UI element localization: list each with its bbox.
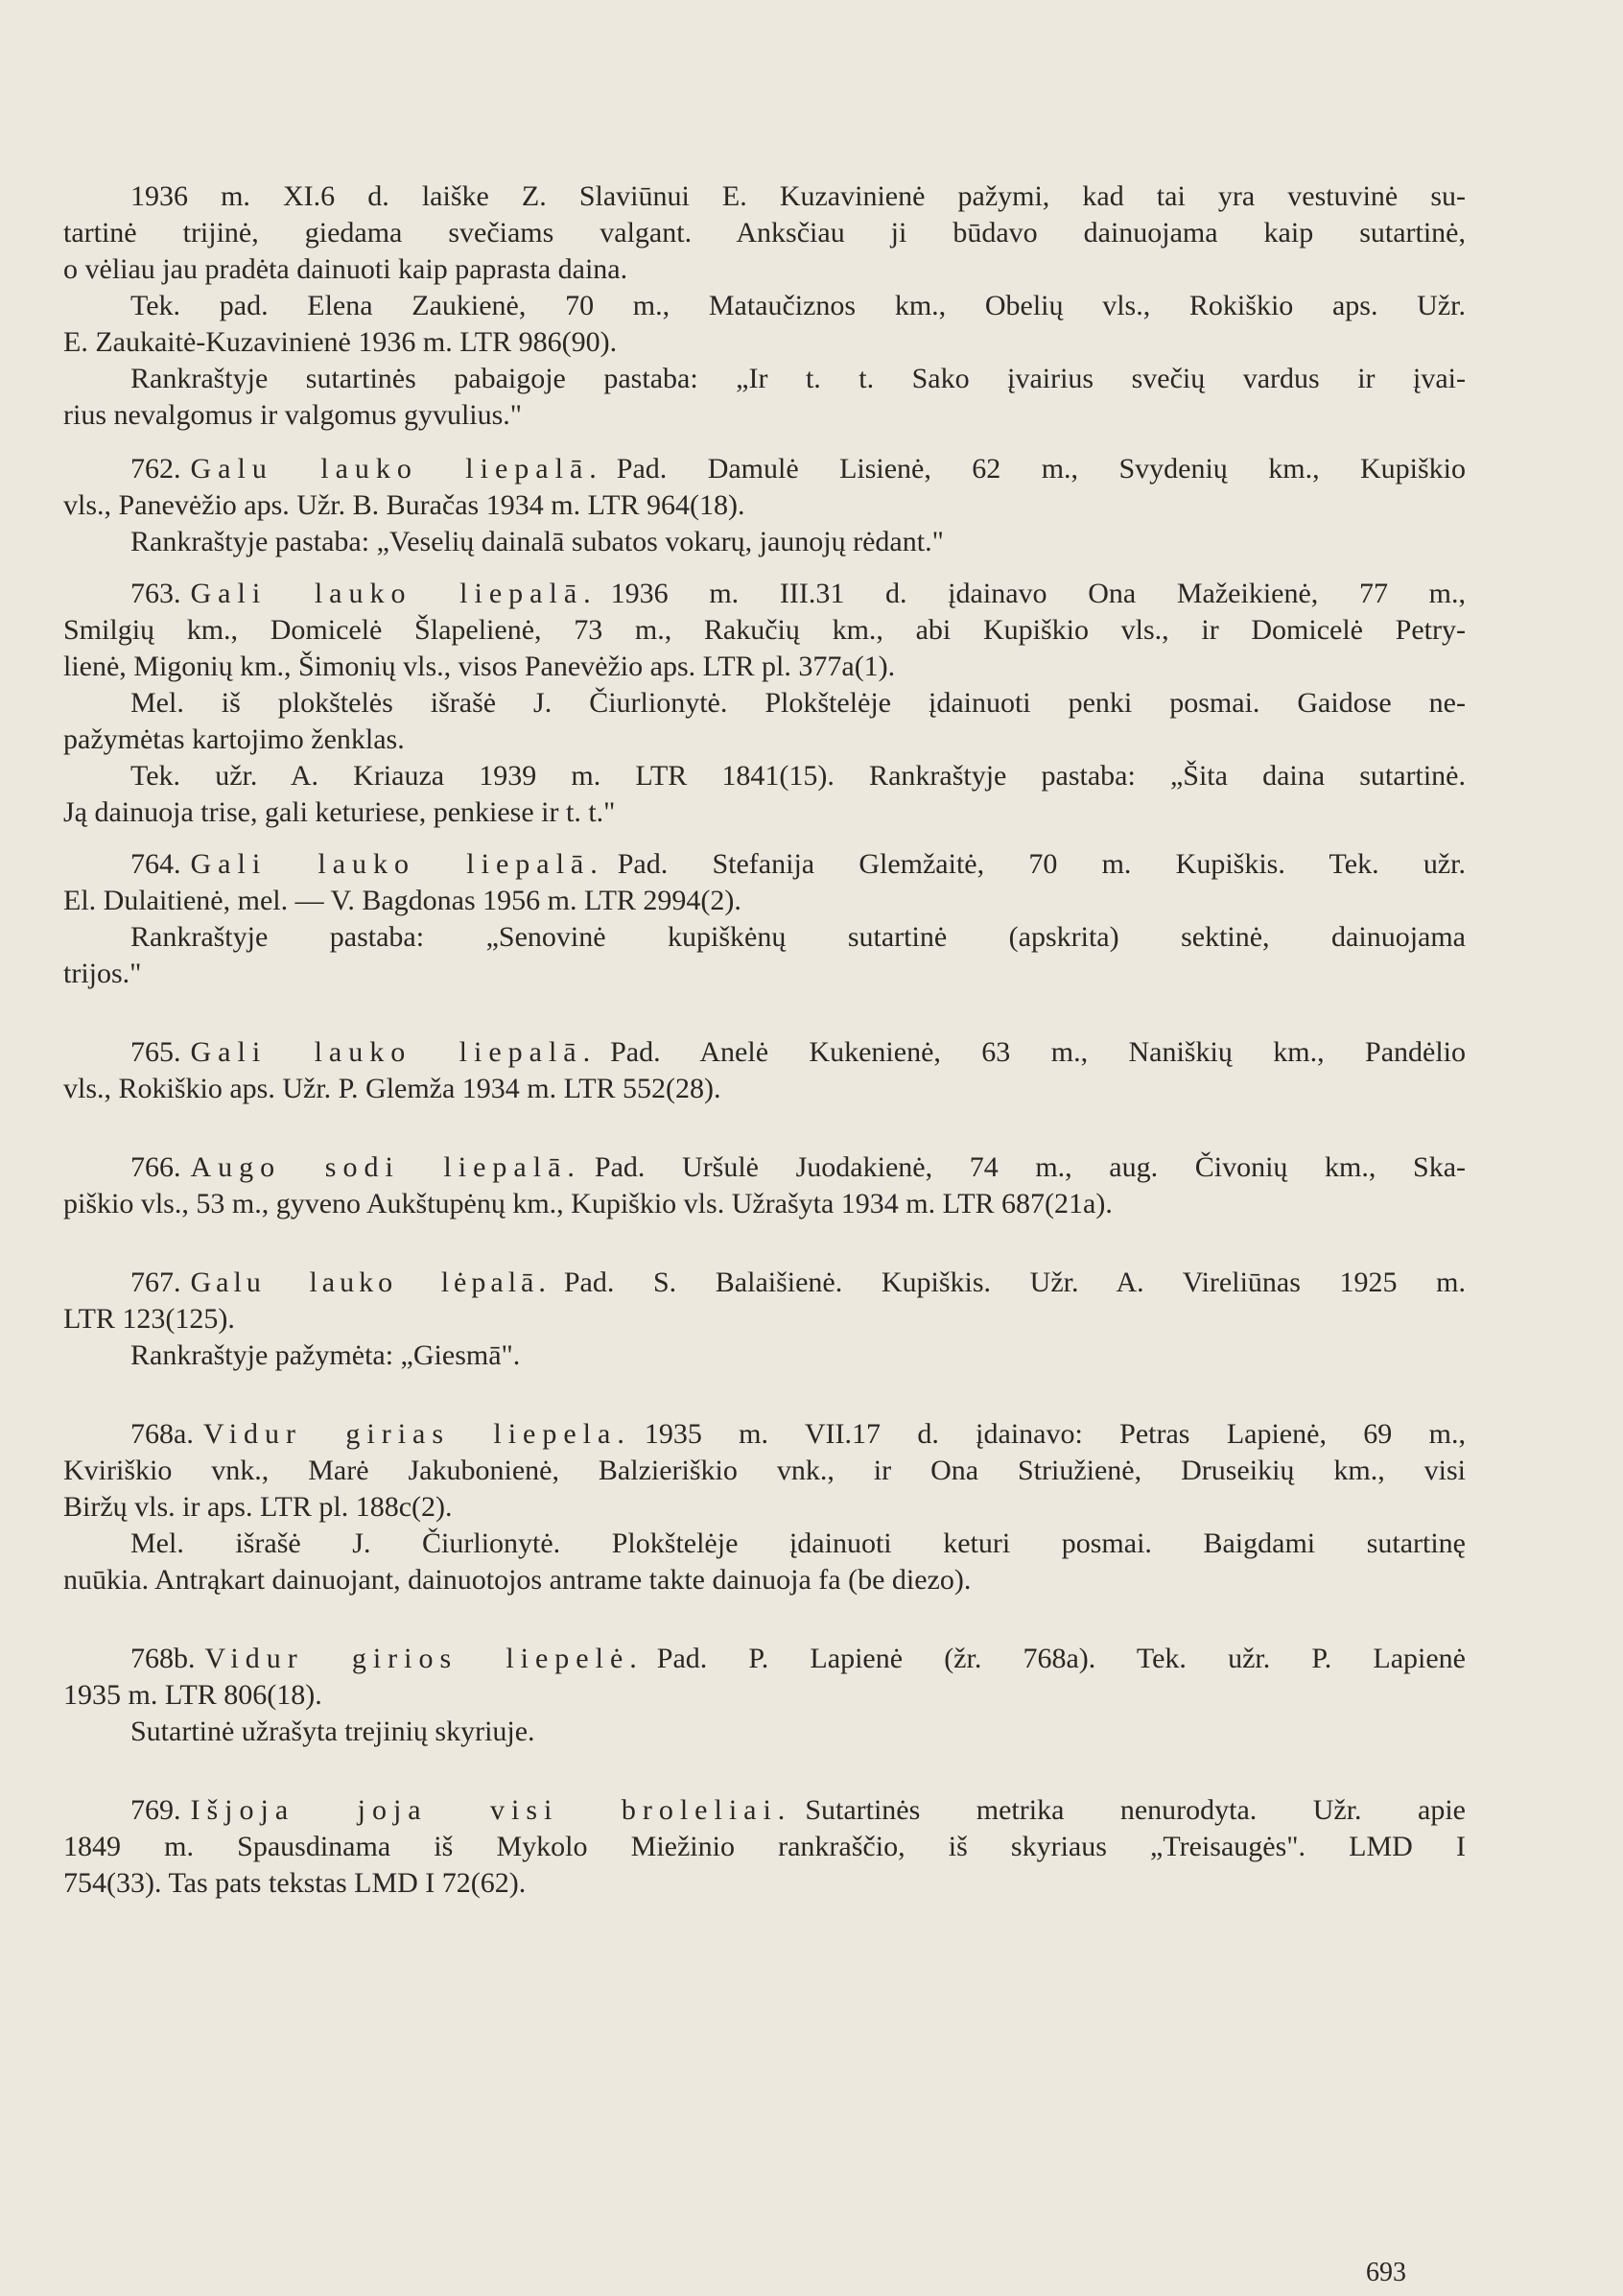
- entry-text: Pad. Damulė Lisienė, 62 m., Svydenių km., Kupiškio: [616, 453, 1466, 485]
- entry-text: Pad. Stefanija Glemžaitė, 70 m. Kupiškis. Tek. užr.: [617, 848, 1466, 880]
- entry-769: [63, 1792, 1466, 1902]
- entry-number: 765.: [130, 1036, 181, 1068]
- entry-number: 769.: [130, 1794, 181, 1826]
- entry-heading-line: [63, 1641, 1466, 1677]
- entry-text: 1935 m. VII.17 d. įdainavo: Petras Lapienė, 69 m.,: [644, 1418, 1466, 1450]
- text-line: Biržų vls. ir aps. LTR pl. 188c(2).: [63, 1491, 453, 1523]
- entry-number: 768a.: [130, 1418, 194, 1450]
- continuation-paragraph: [63, 178, 1466, 288]
- entry-title: Išjoja joja visi broleliai.: [190, 1794, 792, 1826]
- entry-heading-line: [63, 1149, 1466, 1186]
- note-line: Ją dainuoja trise, gali keturiese, penkiese ir t. t.": [63, 796, 616, 828]
- note-line: Mel. išrašė J. Čiurlionytė. Plokštelėje įdainuoti keturi posmai. Baigdami sutartinę: [130, 1527, 1466, 1559]
- text-line: 1936 m. XI.6 d. laiške Z. Slaviūnui E. Kuzavinienė pažymi, kad tai yra vestuvinė su-: [130, 180, 1466, 212]
- entry-heading-line: [63, 576, 1466, 612]
- text-line: vls., Panevėžio aps. Užr. B. Buračas 1934 m. LTR 964(18).: [63, 489, 745, 521]
- entry-heading-line: [63, 1265, 1466, 1301]
- note-line: Rankraštyje pastaba: „Veselių dainalā subatos vokarų, jaunojų rėdant.": [130, 526, 944, 557]
- note-line: pažymėtas kartojimo ženklas.: [63, 723, 405, 755]
- note-line: Sutartinė užrašyta trejinių skyriuje.: [130, 1716, 535, 1747]
- entry-heading-line: [63, 1034, 1466, 1071]
- source-paragraph: [63, 288, 1466, 361]
- entry-title: Gali lauko liepalā.: [190, 578, 598, 609]
- entry-title: Gali lauko liepalā.: [190, 1036, 598, 1068]
- entry-768a: [63, 1416, 1466, 1598]
- entry-number: 768b.: [130, 1643, 196, 1674]
- text-line: lienė, Migonių km., Šimonių vls., visos Panevėžio aps. LTR pl. 377a(1).: [63, 651, 896, 682]
- text-line: rius nevalgomus ir valgomus gyvulius.": [63, 399, 523, 431]
- text-line: 1849 m. Spausdinama iš Mykolo Miežinio rankraščio, iš skyriaus „Treisaugės". LMD I: [63, 1831, 1466, 1862]
- note-line: trijos.": [63, 958, 142, 989]
- entry-768b: [63, 1641, 1466, 1750]
- note-line: Tek. užr. A. Kriauza 1939 m. LTR 1841(15). Rankraštyje pastaba: „Šita daina sutartinė.: [130, 760, 1466, 792]
- entry-number: 763.: [130, 578, 181, 609]
- entry-heading-line: [63, 451, 1466, 487]
- entry-767: [63, 1265, 1466, 1374]
- entry-text: Pad. Anelė Kukenienė, 63 m., Naniškių km., Pandėlio: [610, 1036, 1466, 1068]
- entry-762: [63, 451, 1466, 560]
- text-line: El. Dulaitienė, mel. — V. Bagdonas 1956 m. LTR 2994(2).: [63, 885, 741, 916]
- entry-766: [63, 1149, 1466, 1222]
- entry-number: 767.: [130, 1266, 181, 1298]
- text-line: Smilgių km., Domicelė Šlapelienė, 73 m., Rakučių km., abi Kupiškio vls., ir Domicelė Petry-: [63, 614, 1466, 646]
- text-line: 754(33). Tas pats tekstas LMD I 72(62).: [63, 1867, 527, 1899]
- entry-763: [63, 576, 1466, 831]
- text-line: Rankraštyje sutartinės pabaigoje pastaba: „Ir t. t. Sako įvairius svečių vardus ir įvai-: [130, 363, 1466, 394]
- page-number: 693: [1366, 2258, 1406, 2287]
- entry-title: Vidur girios liepelė.: [204, 1643, 644, 1674]
- entry-heading-line: [63, 1416, 1466, 1453]
- entry-number: 762.: [130, 453, 181, 485]
- entry-title: Gali lauko liepalā.: [190, 848, 604, 880]
- entry-764: [63, 846, 1466, 992]
- entry-title: Augo sodi liepalā.: [190, 1151, 581, 1183]
- entry-number: 766.: [130, 1151, 181, 1183]
- entry-765: [63, 1034, 1466, 1107]
- text-line: 1935 m. LTR 806(18).: [63, 1679, 322, 1711]
- entry-title: Vidur girias liepela.: [202, 1418, 631, 1450]
- entry-text: Pad. P. Lapienė (žr. 768a). Tek. užr. P. Lapienė: [656, 1643, 1466, 1674]
- note-line: Rankraštyje pastaba: „Senovinė kupiškėnų sutartinė (apskrita) sektinė, dainuojama: [130, 921, 1466, 953]
- entry-number: 764.: [130, 848, 181, 880]
- entry-text: Pad. S. Balaišienė. Kupiškis. Užr. A. Vireliūnas 1925 m.: [563, 1266, 1466, 1298]
- entry-text: 1936 m. III.31 d. įdainavo Ona Mažeikienė, 77 m.,: [610, 578, 1466, 609]
- text-line: LTR 123(125).: [63, 1303, 235, 1335]
- text-line: Kviriškio vnk., Marė Jakubonienė, Balzieriškio vnk., ir Ona Striužienė, Druseikių km., visi: [63, 1455, 1466, 1486]
- text-line: tartinė trijinė, giedama svečiams valgant. Anksčiau ji būdavo dainuojama kaip sutartinė,: [63, 217, 1466, 249]
- note-paragraph: [63, 361, 1466, 434]
- text-line: vls., Rokiškio aps. Užr. P. Glemža 1934 m. LTR 552(28).: [63, 1073, 721, 1104]
- entry-text: Pad. Uršulė Juodakienė, 74 m., aug. Čivonių km., Ska-: [594, 1151, 1466, 1183]
- text-line: o vėliau jau pradėta dainuoti kaip paprasta daina.: [63, 253, 628, 285]
- text-column: [63, 178, 1466, 1902]
- entry-heading-line: [63, 1792, 1466, 1829]
- entry-text: Sutartinės metrika nenurodyta. Užr. apie: [805, 1794, 1466, 1826]
- entry-title: Galu lauko lėpalā.: [190, 1266, 551, 1298]
- note-line: nuūkia. Antrąkart dainuojant, dainuotojos antrame takte dainuoja fa (be diezo).: [63, 1564, 972, 1596]
- note-line: Mel. iš plokštelės išrašė J. Čiurlionytė. Plokštelėje įdainuoti penki posmai. Gaidose ne-: [130, 687, 1466, 719]
- entry-heading-line: [63, 846, 1466, 883]
- note-line: Rankraštyje pažymėta: „Giesmā".: [130, 1339, 521, 1371]
- entry-title: Galu lauko liepalā.: [190, 453, 603, 485]
- text-line: E. Zaukaitė-Kuzavinienė 1936 m. LTR 986(90).: [63, 326, 618, 358]
- text-line: piškio vls., 53 m., gyveno Aukštupėnų km., Kupiškio vls. Užrašyta 1934 m. LTR 687(21a).: [63, 1188, 1113, 1219]
- text-line: Tek. pad. Elena Zaukienė, 70 m., Mataučiznos km., Obelių vls., Rokiškio aps. Užr.: [130, 290, 1466, 321]
